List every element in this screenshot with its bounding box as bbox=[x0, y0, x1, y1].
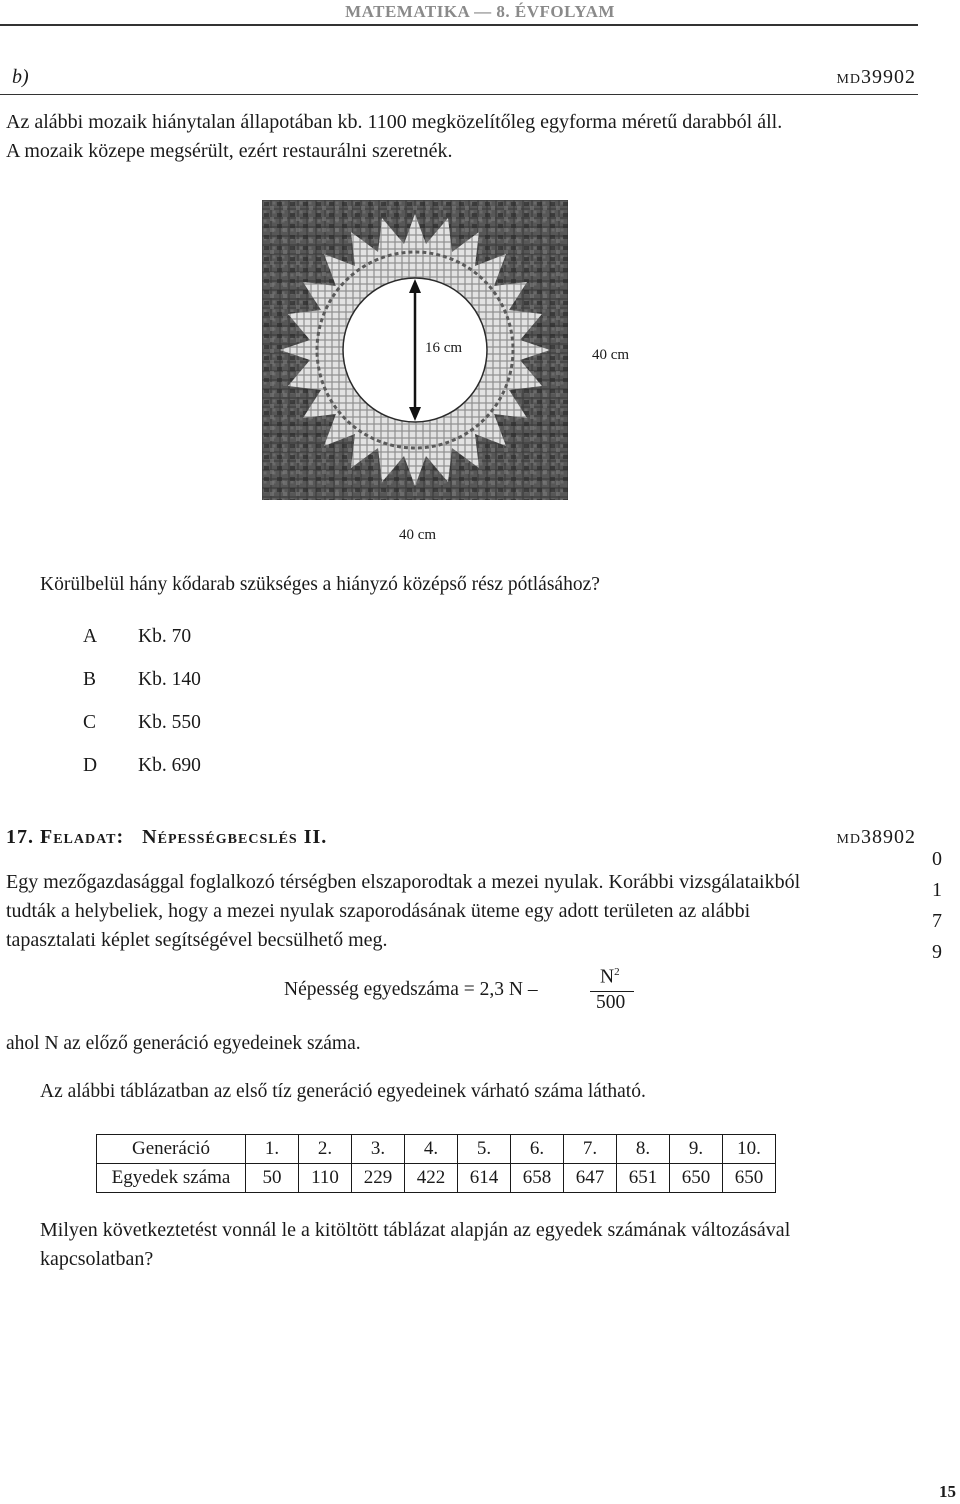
score-code: 0 bbox=[932, 848, 942, 870]
table-cell: 650 bbox=[670, 1164, 723, 1193]
question-text: Körülbelül hány kődarab szükséges a hiányzó középső rész pótlásához? bbox=[40, 574, 600, 595]
final-question-line-1: Milyen következtetést vonnál le a kitöltött táblázat alapján az egyedek számának változásával bbox=[40, 1219, 791, 1241]
item-code: md39902 bbox=[836, 66, 916, 88]
header-divider bbox=[0, 24, 918, 26]
generation-table bbox=[96, 1134, 776, 1193]
table-cell: 5. bbox=[458, 1135, 511, 1164]
table-cell: 50 bbox=[246, 1164, 299, 1193]
table-row bbox=[97, 1164, 776, 1193]
table-cell: 1. bbox=[246, 1135, 299, 1164]
part-divider bbox=[0, 94, 918, 95]
diameter-label: 16 cm bbox=[425, 340, 463, 356]
part-label: b) bbox=[12, 66, 29, 88]
score-code: 9 bbox=[932, 941, 942, 963]
table-cell: 110 bbox=[299, 1164, 352, 1193]
page-number: 15 bbox=[939, 1482, 956, 1501]
table-cell: 3. bbox=[352, 1135, 405, 1164]
row-header-generation: Generáció bbox=[97, 1135, 246, 1164]
option-a-letter: A bbox=[83, 626, 98, 647]
table-cell: 658 bbox=[511, 1164, 564, 1193]
mosaic-figure bbox=[262, 200, 568, 500]
formula-exponent: 2 bbox=[614, 966, 620, 978]
table-cell: 229 bbox=[352, 1164, 405, 1193]
table-cell: 2. bbox=[299, 1135, 352, 1164]
intro-line-2: A mozaik közepe megsérült, ezért restaurálni szeretnék. bbox=[6, 140, 453, 162]
table-row bbox=[97, 1135, 776, 1164]
table-cell: 6. bbox=[511, 1135, 564, 1164]
table-cell: 7. bbox=[564, 1135, 617, 1164]
option-d-letter: D bbox=[83, 755, 98, 776]
option-d-text: Kb. 690 bbox=[138, 755, 201, 776]
intro-line-1: Az alábbi mozaik hiánytalan állapotában kb. 1100 megközelítőleg egyforma méretű darabból áll. bbox=[6, 111, 783, 133]
option-b-text: Kb. 140 bbox=[138, 669, 201, 690]
formula-explanation: ahol N az előző generáció egyedeinek száma. bbox=[6, 1033, 361, 1054]
table-cell: 422 bbox=[405, 1164, 458, 1193]
option-a-text: Kb. 70 bbox=[138, 626, 192, 647]
task-intro-line-1: Egy mezőgazdasággal foglalkozó térségben elszaporodtak a mezei nyulak. Korábbi vizsgálataikból bbox=[6, 871, 801, 893]
formula-denominator: 500 bbox=[596, 992, 626, 1013]
option-c-letter: C bbox=[83, 712, 97, 733]
score-code: 1 bbox=[932, 879, 942, 901]
side-label-bottom: 40 cm bbox=[399, 527, 437, 543]
header-title: MATEMATIKA — 8. ÉVFOLYAM bbox=[345, 2, 615, 21]
table-intro: Az alábbi táblázatban az első tíz generáció egyedeinek várható száma látható. bbox=[40, 1081, 646, 1102]
formula-numerator: $N^2$ bbox=[600, 966, 620, 988]
option-b-letter: B bbox=[83, 669, 97, 690]
task-intro-line-2: tudták a helybeliek, hogy a mezei nyulak szaporodásának üteme egy adott területen az alábbi bbox=[6, 900, 751, 922]
option-c-text: Kb. 550 bbox=[138, 712, 201, 733]
side-label-right: 40 cm bbox=[592, 347, 630, 363]
task-intro-line-3: tapasztalati képlet segítségével becsülhető meg. bbox=[6, 929, 388, 951]
formula-left: Népesség egyedszáma = 2,3 N – bbox=[284, 979, 538, 1000]
task-code: md38902 bbox=[836, 826, 916, 848]
table-cell: 10. bbox=[723, 1135, 776, 1164]
task-title: 17. Feladat: Népességbecslés II. bbox=[6, 826, 328, 848]
table-cell: 650 bbox=[723, 1164, 776, 1193]
final-question-line-2: kapcsolatban? bbox=[40, 1248, 154, 1270]
table-cell: 8. bbox=[617, 1135, 670, 1164]
table-cell: 651 bbox=[617, 1164, 670, 1193]
score-code: 7 bbox=[932, 910, 942, 932]
score-codes bbox=[930, 844, 944, 968]
table-cell: 4. bbox=[405, 1135, 458, 1164]
row-header-count: Egyedek száma bbox=[97, 1164, 246, 1193]
table-cell: 647 bbox=[564, 1164, 617, 1193]
table-cell: 614 bbox=[458, 1164, 511, 1193]
table-cell: 9. bbox=[670, 1135, 723, 1164]
